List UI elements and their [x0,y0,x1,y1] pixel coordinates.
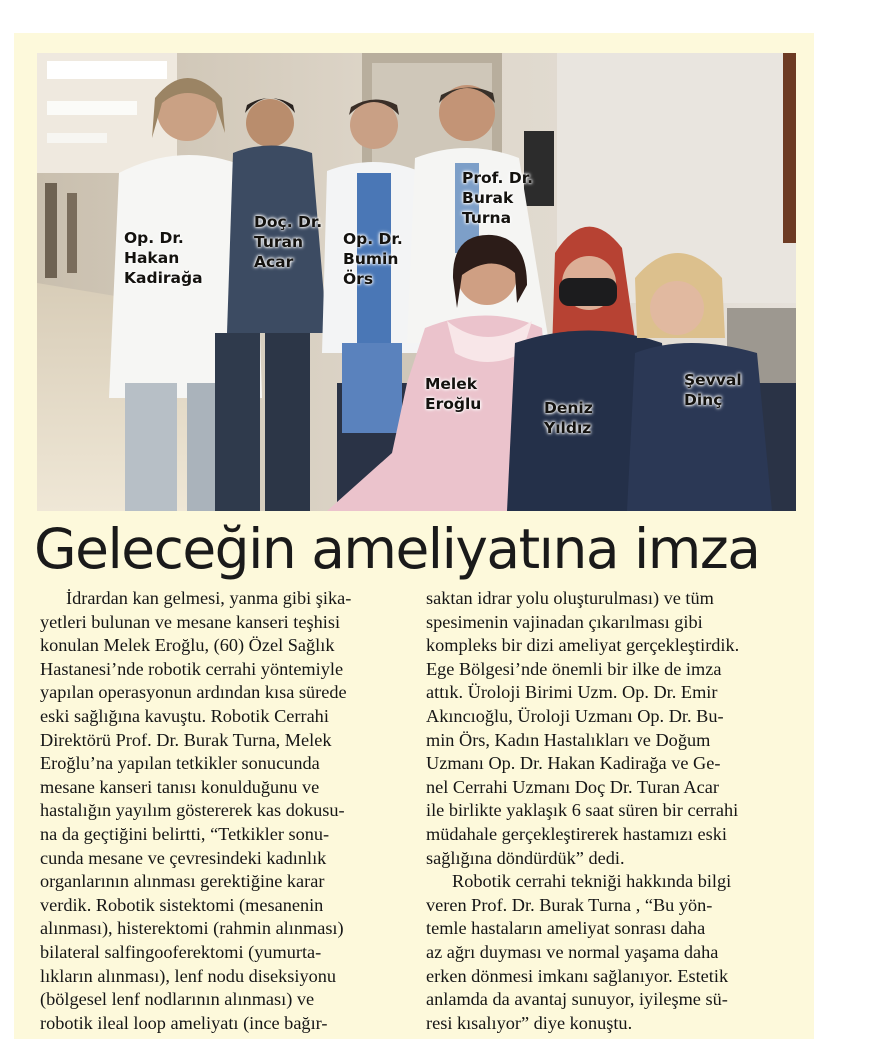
article-text-line: mesane kanseri tanısı konulduğunu ve [40,776,320,797]
article-text-line: yapılan operasyonun ardından kısa sürede [40,682,347,703]
article-text-line: nel Cerrahi Uzmanı Doç Dr. Turan Acar [426,776,719,797]
article-text-line: erken dönmesi imkanı sağlanıyor. Estetik [426,965,729,986]
article-text-line: cunda mesane ve çevresindeki kadınlık [40,847,327,868]
article-text-line: müdahale gerçekleştirerek hastamızı eski [426,823,727,844]
caption-deniz-yildiz: Deniz Yıldız [544,399,593,437]
article-text-line: bilateral salfingooferektomi (yumurta- [40,941,322,962]
article-text-line: lıkların alınması), lenf nodu diseksiyonu [40,965,337,986]
article-text-line: kompleks bir dizi ameliyat gerçekleştirdik. [426,635,740,656]
article-text-line: Uzmanı Op. Dr. Hakan Kadirağa ve Ge- [426,753,721,774]
article-text-line: konulan Melek Eroğlu, (60) Özel Sağlık [40,635,335,656]
article-text-line: organlarının alınması gerektiğine karar [40,871,325,892]
article-text-line: sağlığına döndürdük” dedi. [426,847,625,868]
caption-hakan-kadiraga: Op. Dr. Hakan Kadirağa [124,229,203,287]
article-text-line: ile birlikte yaklaşık 6 saat süren bir cerrahi [426,800,739,821]
article-headline: Geleceğin ameliyatına imza [34,517,760,581]
caption-burak-turna: Prof. Dr. Burak Turna [462,169,534,227]
article-text-line: Robotik cerrahi tekniği hakkında bilgi [452,871,732,892]
article-text-line: (bölgesel lenf nodlarının alınması) ve [40,989,315,1010]
article-text-line: Eroğlu’na yapılan tetkikler sonucunda [40,753,320,774]
article-text-line: verdik. Robotik sistektomi (mesanenin [40,894,324,915]
caption-melek-eroglu: Melek Eroğlu [425,375,482,413]
article-text-line: hastalığın yayılım göstererek kas dokusu- [40,800,345,821]
article-text-line: attık. Üroloji Birimi Uzm. Op. Dr. Emir [426,682,718,703]
article-text-line: yetleri bulunan ve mesane kanseri teşhisi [40,611,341,632]
article-text-line: veren Prof. Dr. Burak Turna , “Bu yön- [426,894,713,915]
article-text-line: spesimenin vajinadan çıkarılması gibi [426,611,703,632]
article-text-line: min Örs, Kadın Hastalıkları ve Doğum [426,729,711,750]
caption-sevval-dinc: Şevval Dinç [684,371,742,409]
caption-bumin-ors: Op. Dr. Bumin Örs [343,230,403,288]
article-column-left [40,587,351,1035]
article-text-line: temle hastaların ameliyat sonrası daha [426,918,706,939]
article-text-line: İdrardan kan gelmesi, yanma gibi şika- [66,588,352,608]
article-text-line: Hastanesi’nde robotik cerrahi yöntemiyle [40,658,344,679]
article-text-line: Akıncıoğlu, Üroloji Uzmanı Op. Dr. Bu- [426,705,724,726]
caption-turan-acar: Doç. Dr. Turan Acar [254,213,323,271]
article-text-line: Ege Bölgesi’nde önemli bir ilke de imza [426,658,722,679]
article-text-line: robotik ileal loop ameliyatı (ince bağır- [40,1012,328,1033]
article-text-line: resi kısalıyor” diye konuştu. [426,1012,633,1033]
article-text-line: saktan idrar yolu oluşturulması) ve tüm [426,588,714,608]
article-text-line: Direktörü Prof. Dr. Burak Turna, Melek [40,729,332,750]
article-text-line: alınması), histerektomi (rahmin alınması) [40,918,344,939]
article-text-line: az ağrı duyması ve normal yaşama daha [426,941,719,962]
article-text-line: eski sağlığına kavuştu. Robotik Cerrahi [40,705,329,726]
article-text-line: na da geçtiğini belirtti, “Tetkikler sonu- [40,823,330,844]
article-text-line: anlamda da avantaj sunuyor, iyileşme sü- [426,989,728,1010]
article-column-right [426,587,739,1035]
